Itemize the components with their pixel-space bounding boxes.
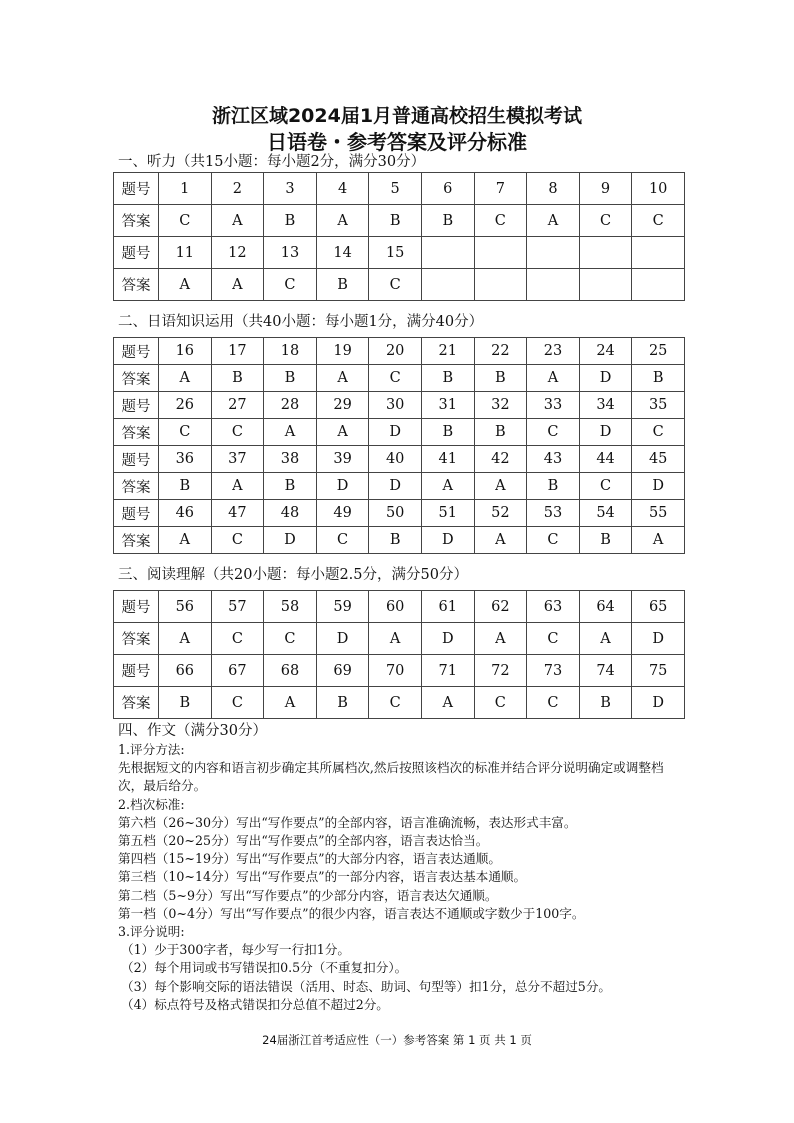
answer-cell: C bbox=[211, 527, 264, 554]
question-number-cell: 41 bbox=[421, 446, 474, 473]
answer-cell: A bbox=[421, 687, 474, 719]
question-number-cell: 54 bbox=[579, 500, 632, 527]
row-label: 题号 bbox=[114, 500, 159, 527]
question-number-cell: 39 bbox=[316, 446, 369, 473]
answer-cell: C bbox=[264, 269, 317, 301]
answer-cell: C bbox=[579, 205, 632, 237]
answer-cell: C bbox=[474, 687, 527, 719]
question-number-cell: 65 bbox=[632, 591, 685, 623]
answer-cell: B bbox=[421, 419, 474, 446]
question-number-cell: 18 bbox=[264, 338, 317, 365]
question-number-cell: 15 bbox=[369, 237, 422, 269]
answer-row bbox=[114, 269, 685, 301]
question-number-cell: 46 bbox=[159, 500, 212, 527]
row-label: 答案 bbox=[114, 473, 159, 500]
section-heading-knowledge: 二、日语知识运用（共40小题：每小题1分，满分40分） bbox=[118, 314, 484, 330]
answer-cell: D bbox=[369, 419, 422, 446]
answer-cell: B bbox=[474, 419, 527, 446]
answer-cell: C bbox=[211, 687, 264, 719]
level-item: 第一档（0~4分）写出“写作要点”的很少内容，语言表达不通顺或字数少于100字。 bbox=[118, 905, 585, 921]
answer-row bbox=[114, 527, 685, 554]
question-number-cell: 66 bbox=[159, 655, 212, 687]
question-number-cell: 74 bbox=[579, 655, 632, 687]
question-number-cell: 31 bbox=[421, 392, 474, 419]
question-number-cell: 35 bbox=[632, 392, 685, 419]
question-number-row bbox=[114, 237, 685, 269]
answer-cell: C bbox=[527, 419, 580, 446]
answer-table-reading bbox=[113, 590, 685, 719]
question-number-row bbox=[114, 392, 685, 419]
question-number-cell: 20 bbox=[369, 338, 422, 365]
note-item: （3）每个影响交际的语法错误（活用、时态、助词、句型等）扣1分，总分不超过5分。 bbox=[121, 978, 612, 994]
answer-cell: A bbox=[369, 623, 422, 655]
question-number-cell: 3 bbox=[264, 173, 317, 205]
question-number-cell: 72 bbox=[474, 655, 527, 687]
question-number-cell: 2 bbox=[211, 173, 264, 205]
answer-cell: A bbox=[527, 205, 580, 237]
answer-cell: B bbox=[316, 687, 369, 719]
question-number-cell: 26 bbox=[159, 392, 212, 419]
row-label: 题号 bbox=[114, 392, 159, 419]
question-number-cell: 58 bbox=[264, 591, 317, 623]
question-number-cell: 75 bbox=[632, 655, 685, 687]
page-footer: 24届浙江首考适应性（一）参考答案 第 1 页 共 1 页 bbox=[262, 1033, 532, 1047]
row-label: 题号 bbox=[114, 338, 159, 365]
answer-row bbox=[114, 473, 685, 500]
answer-cell: A bbox=[211, 269, 264, 301]
question-number-cell: 47 bbox=[211, 500, 264, 527]
row-label: 题号 bbox=[114, 655, 159, 687]
answer-cell: A bbox=[316, 365, 369, 392]
row-label: 题号 bbox=[114, 173, 159, 205]
question-number-cell: 28 bbox=[264, 392, 317, 419]
question-number-cell: 22 bbox=[474, 338, 527, 365]
answer-cell: B bbox=[369, 205, 422, 237]
section-heading-reading: 三、阅读理解（共20小题：每小题2.5分，满分50分） bbox=[118, 567, 468, 583]
answer-cell: A bbox=[632, 527, 685, 554]
answer-cell: A bbox=[159, 623, 212, 655]
level-item: 第三档（10~14分）写出“写作要点”的一部分内容，语言表达基本通顺。 bbox=[118, 869, 527, 885]
row-label: 题号 bbox=[114, 446, 159, 473]
answer-cell: B bbox=[264, 205, 317, 237]
question-number-cell: 9 bbox=[579, 173, 632, 205]
question-number-cell: 27 bbox=[211, 392, 264, 419]
level-item: 第五档（20~25分）写出“写作要点”的全部内容，语言表达恰当。 bbox=[118, 833, 489, 849]
question-number-cell: 7 bbox=[474, 173, 527, 205]
answer-cell: A bbox=[159, 269, 212, 301]
question-number-cell: 17 bbox=[211, 338, 264, 365]
answer-cell: C bbox=[579, 473, 632, 500]
question-number-cell: 29 bbox=[316, 392, 369, 419]
essay-section bbox=[118, 722, 688, 1014]
question-number-row bbox=[114, 591, 685, 623]
answer-row bbox=[114, 687, 685, 719]
question-number-cell: 13 bbox=[264, 237, 317, 269]
question-number-cell: 32 bbox=[474, 392, 527, 419]
row-label: 答案 bbox=[114, 419, 159, 446]
answer-cell: D bbox=[316, 623, 369, 655]
answer-cell: A bbox=[316, 205, 369, 237]
question-number-cell: 34 bbox=[579, 392, 632, 419]
answer-cell: B bbox=[159, 473, 212, 500]
answer-cell: C bbox=[211, 419, 264, 446]
question-number-cell: 50 bbox=[369, 500, 422, 527]
answer-cell: D bbox=[632, 687, 685, 719]
level-item: 第四档（15~19分）写出“写作要点”的大部分内容，语言表达通顺。 bbox=[118, 851, 501, 867]
section-heading-listening: 一、听力（共15小题：每小题2分，满分30分） bbox=[118, 154, 426, 170]
levels-title: 2.档次标准: bbox=[118, 796, 185, 812]
answer-cell: B bbox=[264, 365, 317, 392]
answer-cell: B bbox=[527, 473, 580, 500]
question-number-cell: 10 bbox=[632, 173, 685, 205]
answer-cell: B bbox=[579, 687, 632, 719]
answer-row bbox=[114, 623, 685, 655]
question-number-cell: 1 bbox=[159, 173, 212, 205]
answer-cell: A bbox=[579, 623, 632, 655]
level-item: 第二档（5~9分）写出“写作要点”的少部分内容，语言表达欠通顺。 bbox=[118, 887, 498, 903]
question-number-cell: 60 bbox=[369, 591, 422, 623]
question-number-cell: 44 bbox=[579, 446, 632, 473]
answer-cell bbox=[579, 269, 632, 301]
question-number-cell: 48 bbox=[264, 500, 317, 527]
answer-cell: B bbox=[159, 687, 212, 719]
answer-row bbox=[114, 419, 685, 446]
answer-cell: D bbox=[316, 473, 369, 500]
answer-cell: D bbox=[632, 473, 685, 500]
question-number-cell: 43 bbox=[527, 446, 580, 473]
question-number-cell: 4 bbox=[316, 173, 369, 205]
answer-cell: C bbox=[211, 623, 264, 655]
answer-cell: A bbox=[159, 527, 212, 554]
question-number-cell: 16 bbox=[159, 338, 212, 365]
answer-cell: C bbox=[632, 419, 685, 446]
document-title: 浙江区域2024届1月普通高校招生模拟考试 bbox=[211, 105, 583, 127]
answer-cell: C bbox=[632, 205, 685, 237]
note-item: （2）每个用词或书写错误扣0.5分（不重复扣分）。 bbox=[121, 960, 408, 976]
answer-cell: A bbox=[159, 365, 212, 392]
question-number-row bbox=[114, 655, 685, 687]
answer-cell bbox=[632, 269, 685, 301]
answer-cell: D bbox=[369, 473, 422, 500]
answer-cell: B bbox=[632, 365, 685, 392]
question-number-cell: 21 bbox=[421, 338, 474, 365]
row-label: 答案 bbox=[114, 687, 159, 719]
answer-table-knowledge bbox=[113, 337, 685, 554]
answer-cell: B bbox=[264, 473, 317, 500]
question-number-cell: 40 bbox=[369, 446, 422, 473]
row-label: 答案 bbox=[114, 205, 159, 237]
question-number-cell: 36 bbox=[159, 446, 212, 473]
question-number-cell: 45 bbox=[632, 446, 685, 473]
question-number-cell: 62 bbox=[474, 591, 527, 623]
answer-cell: C bbox=[527, 687, 580, 719]
level-item: 第六档（26~30分）写出“写作要点”的全部内容，语言准确流畅，表达形式丰富。 bbox=[118, 814, 577, 830]
answer-cell: C bbox=[369, 269, 422, 301]
answer-cell: A bbox=[474, 623, 527, 655]
question-number-cell bbox=[421, 237, 474, 269]
row-label: 题号 bbox=[114, 237, 159, 269]
question-number-cell: 8 bbox=[527, 173, 580, 205]
question-number-cell: 23 bbox=[527, 338, 580, 365]
question-number-cell: 11 bbox=[159, 237, 212, 269]
answer-cell: D bbox=[421, 623, 474, 655]
row-label: 答案 bbox=[114, 527, 159, 554]
answer-cell: C bbox=[264, 623, 317, 655]
question-number-cell bbox=[474, 237, 527, 269]
answer-cell: A bbox=[421, 473, 474, 500]
answer-cell: D bbox=[421, 527, 474, 554]
question-number-row bbox=[114, 446, 685, 473]
answer-cell: A bbox=[474, 473, 527, 500]
answer-cell: A bbox=[316, 419, 369, 446]
question-number-cell: 55 bbox=[632, 500, 685, 527]
question-number-cell: 53 bbox=[527, 500, 580, 527]
answer-cell: A bbox=[474, 527, 527, 554]
question-number-cell: 14 bbox=[316, 237, 369, 269]
question-number-cell bbox=[527, 237, 580, 269]
answer-cell: A bbox=[211, 473, 264, 500]
row-label: 答案 bbox=[114, 365, 159, 392]
question-number-cell: 57 bbox=[211, 591, 264, 623]
question-number-cell: 59 bbox=[316, 591, 369, 623]
question-number-cell: 49 bbox=[316, 500, 369, 527]
answer-cell: C bbox=[369, 687, 422, 719]
question-number-row bbox=[114, 338, 685, 365]
question-number-row bbox=[114, 500, 685, 527]
question-number-cell bbox=[579, 237, 632, 269]
answer-cell: B bbox=[211, 365, 264, 392]
question-number-cell: 63 bbox=[527, 591, 580, 623]
answer-cell: B bbox=[579, 527, 632, 554]
row-label: 题号 bbox=[114, 591, 159, 623]
answer-table-listening bbox=[113, 172, 685, 301]
answer-cell: C bbox=[316, 527, 369, 554]
question-number-cell: 73 bbox=[527, 655, 580, 687]
note-item: （4）标点符号及格式错误扣分总值不超过2分。 bbox=[121, 996, 389, 1012]
question-number-cell: 42 bbox=[474, 446, 527, 473]
question-number-cell: 68 bbox=[264, 655, 317, 687]
answer-cell: A bbox=[264, 687, 317, 719]
document-subtitle: 日语卷・参考答案及评分标准 bbox=[267, 130, 527, 154]
answer-cell: A bbox=[527, 365, 580, 392]
answer-cell: B bbox=[316, 269, 369, 301]
question-number-cell: 71 bbox=[421, 655, 474, 687]
section-heading-essay: 四、作文（满分30分） bbox=[118, 723, 267, 739]
answer-cell: D bbox=[579, 365, 632, 392]
question-number-cell: 61 bbox=[421, 591, 474, 623]
answer-cell: A bbox=[264, 419, 317, 446]
answer-cell bbox=[421, 269, 474, 301]
note-item: （1）少于300字者，每少写一行扣1分。 bbox=[121, 942, 350, 958]
answer-cell: C bbox=[527, 527, 580, 554]
answer-cell: C bbox=[369, 365, 422, 392]
question-number-cell: 70 bbox=[369, 655, 422, 687]
method-title: 1.评分方法: bbox=[118, 742, 185, 757]
question-number-cell: 6 bbox=[421, 173, 474, 205]
question-number-cell: 5 bbox=[369, 173, 422, 205]
question-number-cell: 64 bbox=[579, 591, 632, 623]
answer-cell: D bbox=[632, 623, 685, 655]
question-number-cell: 19 bbox=[316, 338, 369, 365]
answer-cell: D bbox=[579, 419, 632, 446]
answer-cell: C bbox=[159, 419, 212, 446]
question-number-cell: 12 bbox=[211, 237, 264, 269]
question-number-cell: 24 bbox=[579, 338, 632, 365]
question-number-row bbox=[114, 173, 685, 205]
answer-cell: B bbox=[421, 365, 474, 392]
answer-cell bbox=[527, 269, 580, 301]
question-number-cell: 56 bbox=[159, 591, 212, 623]
question-number-cell: 52 bbox=[474, 500, 527, 527]
answer-cell: C bbox=[527, 623, 580, 655]
answer-cell: A bbox=[211, 205, 264, 237]
question-number-cell: 30 bbox=[369, 392, 422, 419]
answer-cell: B bbox=[421, 205, 474, 237]
notes-title: 3.评分说明: bbox=[118, 924, 185, 940]
question-number-cell: 38 bbox=[264, 446, 317, 473]
question-number-cell: 69 bbox=[316, 655, 369, 687]
question-number-cell: 25 bbox=[632, 338, 685, 365]
question-number-cell: 37 bbox=[211, 446, 264, 473]
answer-cell: B bbox=[474, 365, 527, 392]
row-label: 答案 bbox=[114, 623, 159, 655]
answer-cell: D bbox=[264, 527, 317, 554]
answer-cell bbox=[474, 269, 527, 301]
method-text: 先根据短文的内容和语言初步确定其所属档次,然后按照该档次的标准并结合评分说明确定或调整档次，最后给分。 bbox=[118, 760, 664, 794]
question-number-cell: 33 bbox=[527, 392, 580, 419]
answer-cell: C bbox=[159, 205, 212, 237]
question-number-cell: 67 bbox=[211, 655, 264, 687]
answer-row bbox=[114, 205, 685, 237]
row-label: 答案 bbox=[114, 269, 159, 301]
question-number-cell bbox=[632, 237, 685, 269]
answer-row bbox=[114, 365, 685, 392]
question-number-cell: 51 bbox=[421, 500, 474, 527]
answer-cell: B bbox=[369, 527, 422, 554]
answer-cell: C bbox=[474, 205, 527, 237]
